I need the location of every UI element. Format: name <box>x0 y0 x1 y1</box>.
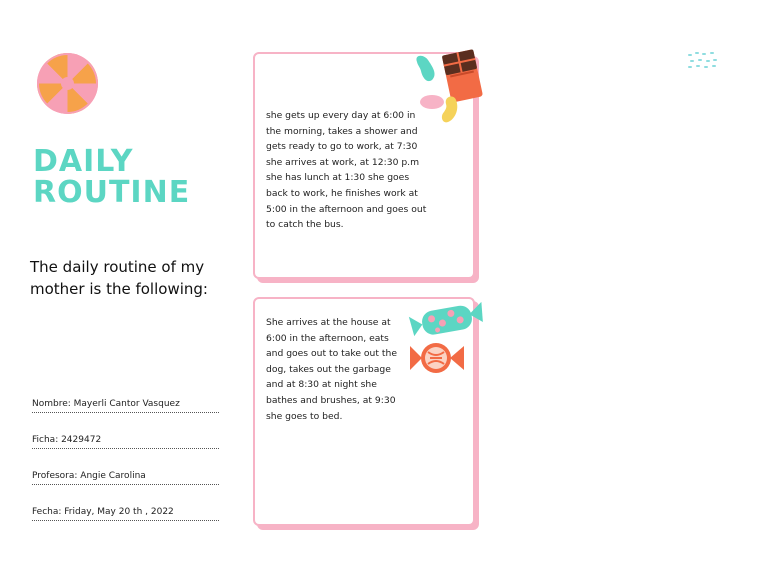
page-title: DAILY ROUTINE <box>33 144 191 210</box>
ficha-field: Ficha: 2429472 <box>32 435 219 449</box>
wrapped-candy-icon <box>408 300 486 376</box>
fecha-field: Fecha: Friday, May 20 th , 2022 <box>32 507 219 521</box>
swirl-candy-icon <box>37 53 98 114</box>
nombre-field: Nombre: Mayerli Cantor Vasquez <box>32 399 219 413</box>
intro-text: The daily routine of my mother is the following: <box>30 258 208 298</box>
home-routine-text: She arrives at the house at 6:00 in the afternoon, eats and goes out to take out the dog, takes out the garbage and at 8:30 at night she bathes and brushes, at 9:30 she goes to bed. <box>266 317 397 422</box>
dots-decoration-icon <box>686 50 720 72</box>
chocolate-bar-icon <box>410 44 490 126</box>
profesora-field: Profesora: Angie Carolina <box>32 471 219 485</box>
work-routine-text: she gets up every day at 6:00 in the morning, takes a shower and gets ready to go to work, at 7:30 she arrives at work, at 12:30 p.m she has lunch at 1:30 she goes back to work, he finishes work at 5:00 in the afternoon and goes out to catch the bus. <box>266 110 427 231</box>
